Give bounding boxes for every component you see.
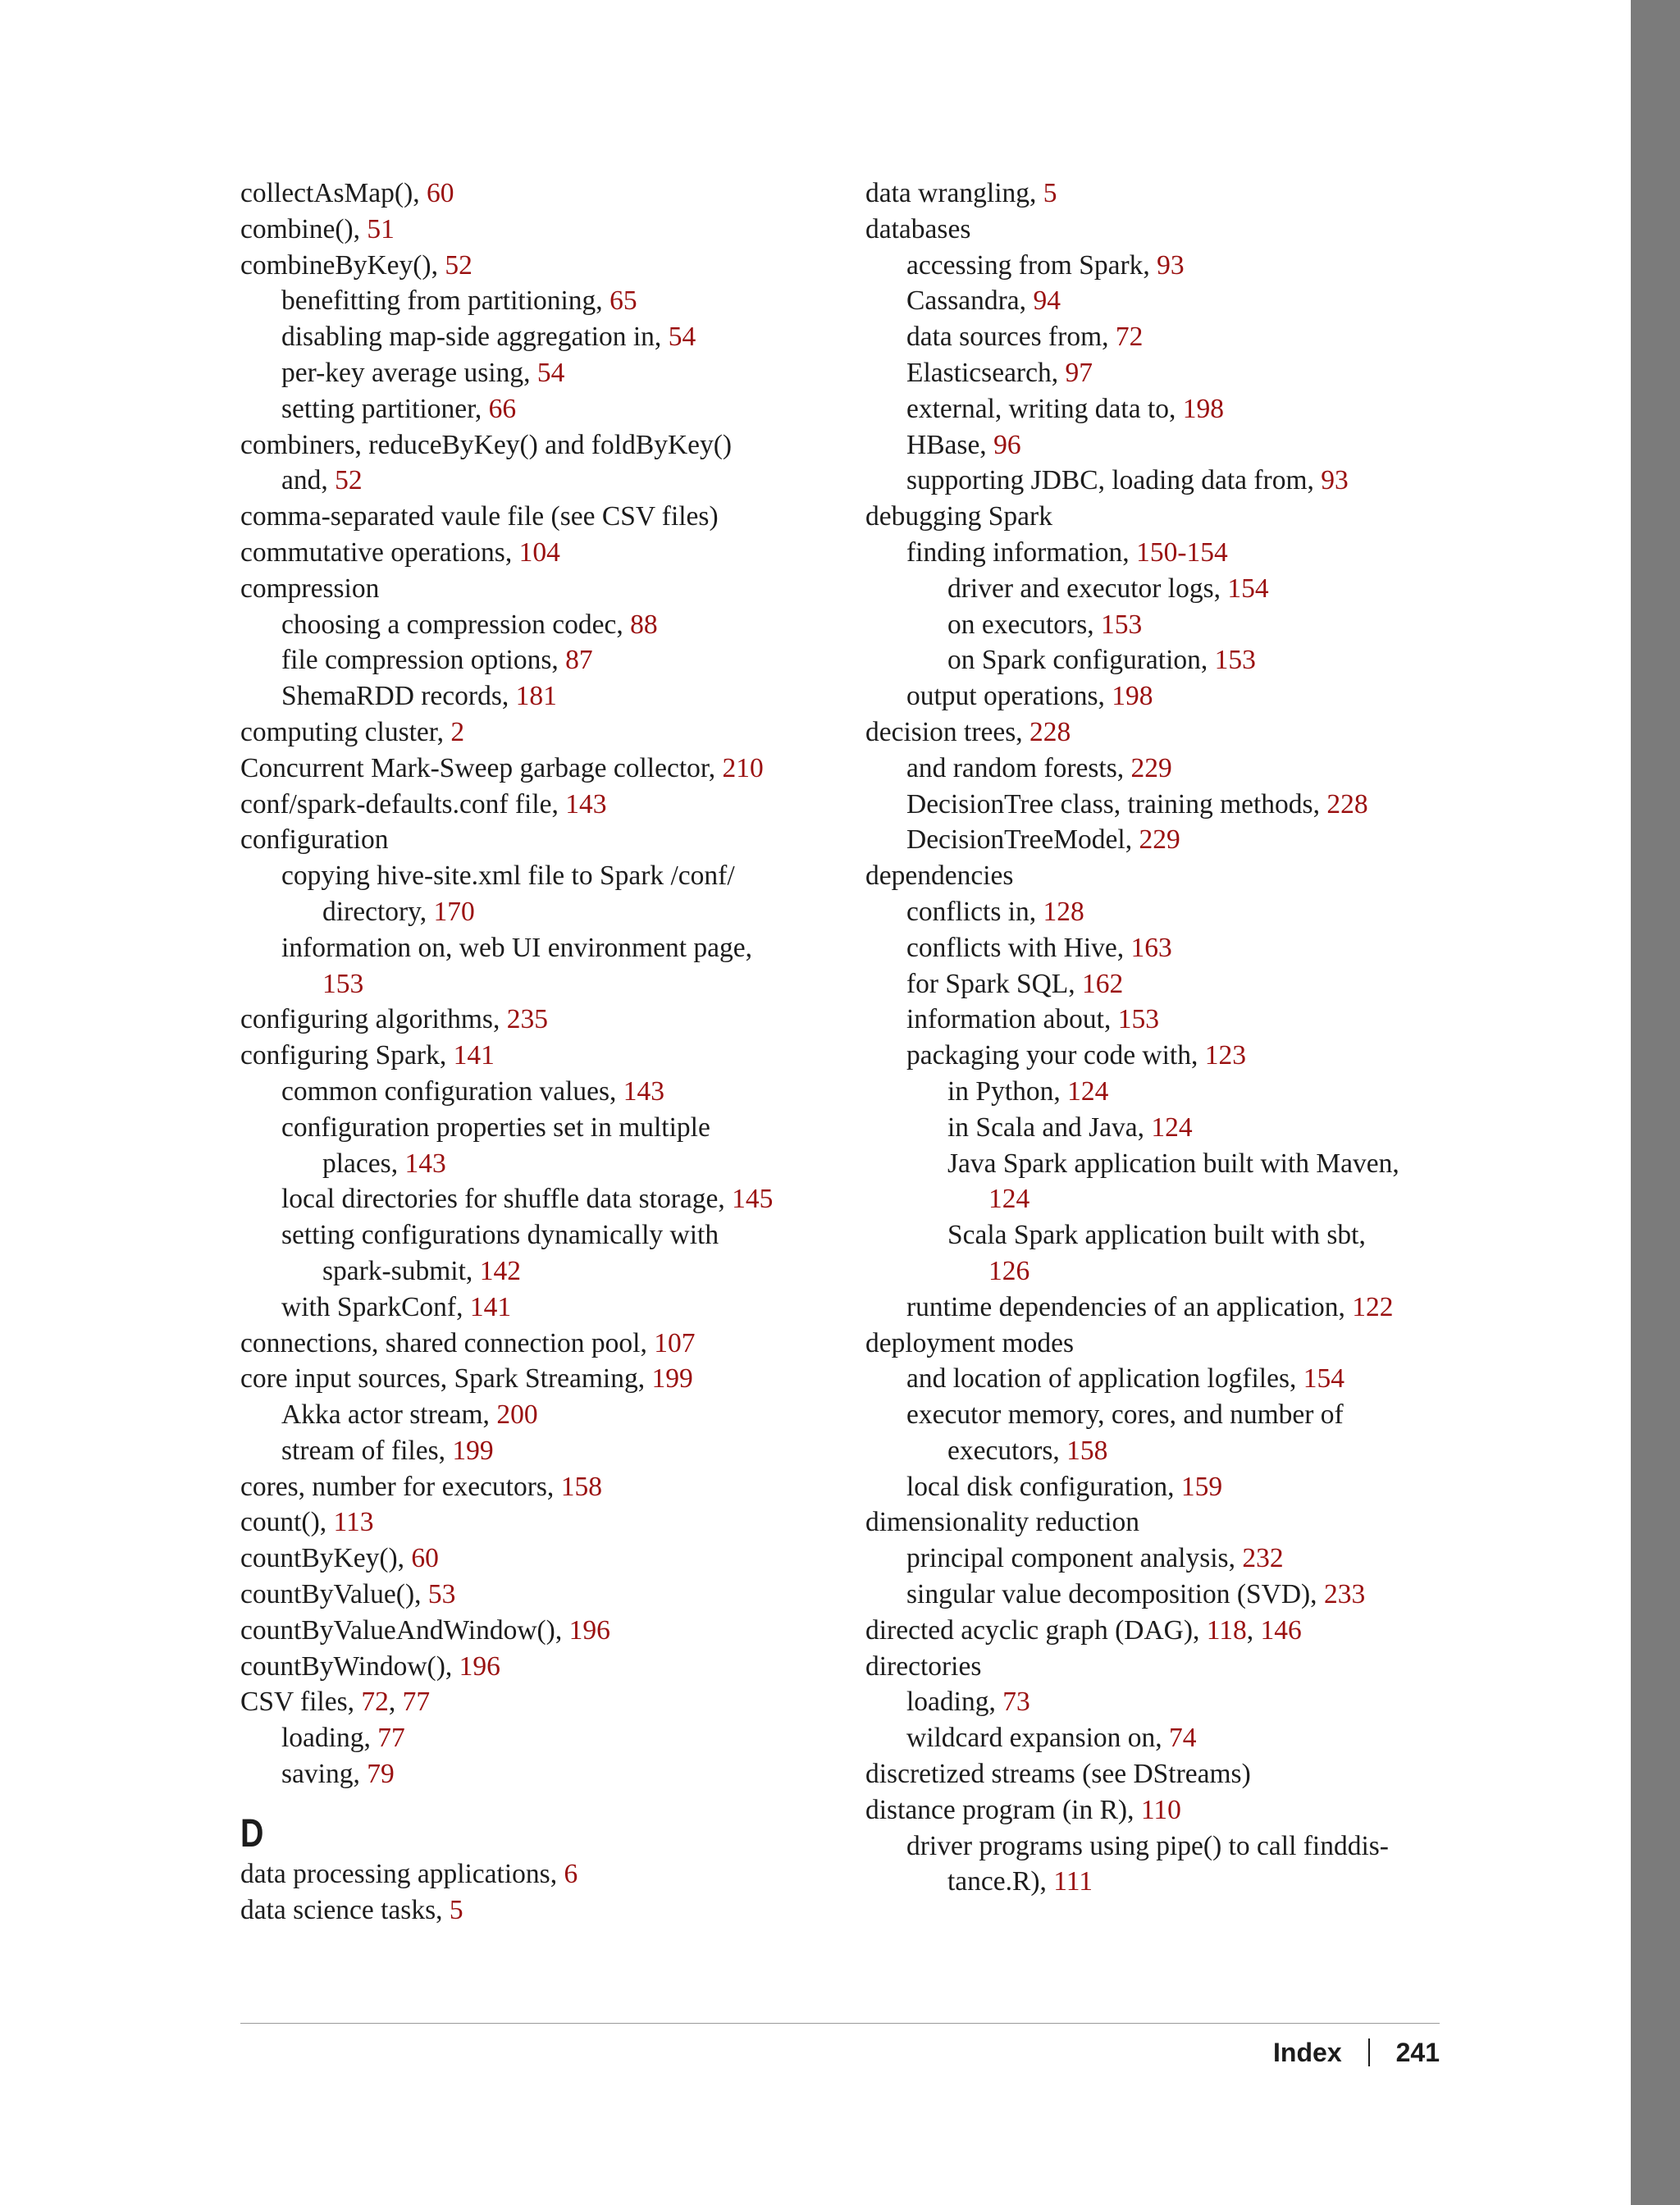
- index-entry: [240, 535, 831, 571]
- index-entry: [240, 355, 831, 391]
- index-term: loading,: [906, 1687, 1003, 1718]
- index-term: places,: [322, 1148, 405, 1179]
- index-entry: [240, 1361, 831, 1397]
- index-term: DecisionTree class, training methods,: [906, 788, 1327, 819]
- index-entry: [240, 1146, 831, 1182]
- index-term: countByValueAndWindow(),: [240, 1614, 569, 1646]
- index-entry: [240, 642, 831, 678]
- page-reference-link[interactable]: 124: [988, 1184, 1030, 1215]
- index-term: conflicts with Hive,: [906, 932, 1131, 963]
- index-term: countByWindow(),: [240, 1650, 459, 1682]
- index-term: disabling map-side aggregation in,: [281, 322, 669, 353]
- index-entry: [865, 1792, 1456, 1828]
- index-entry: [865, 427, 1456, 463]
- index-term: principal component analysis,: [906, 1543, 1243, 1574]
- index-entry: [865, 1002, 1456, 1038]
- index-entry: [865, 391, 1456, 427]
- index-term: spark-submit,: [322, 1255, 480, 1286]
- index-term: directory,: [322, 896, 434, 927]
- index-term: computing cluster,: [240, 716, 451, 747]
- index-term: deployment modes: [865, 1327, 1074, 1358]
- page-reference-link[interactable]: 233: [1323, 1579, 1366, 1610]
- page-reference-link[interactable]: 200: [496, 1399, 538, 1431]
- footer-separator: [1368, 2038, 1370, 2066]
- index-term: decision trees,: [865, 716, 1030, 747]
- index-entry: [865, 1504, 1456, 1541]
- index-entry: [865, 1253, 1456, 1290]
- index-term: accessing from Spark,: [906, 249, 1157, 281]
- page-reference-link[interactable]: 163: [1130, 932, 1172, 963]
- page-reference-link[interactable]: 104: [518, 536, 560, 568]
- page-separator: ,: [1246, 1614, 1261, 1646]
- page-reference-link[interactable]: 199: [452, 1435, 494, 1466]
- index-entry: [865, 176, 1456, 212]
- index-entry: [240, 499, 831, 535]
- index-entry: [865, 319, 1456, 355]
- index-term: configuring Spark,: [240, 1040, 454, 1071]
- index-term: data sources from,: [906, 322, 1116, 353]
- page-reference-link[interactable]: 79: [367, 1759, 395, 1790]
- index-entry: [865, 822, 1456, 858]
- index-entry: [240, 1892, 831, 1929]
- index-entry: [865, 535, 1456, 571]
- index-term: countByValue(),: [240, 1579, 428, 1610]
- index-term: directories: [865, 1650, 982, 1682]
- index-term: benefitting from partitioning,: [281, 285, 610, 317]
- index-entry: [240, 607, 831, 643]
- page-reference-link[interactable]: 53: [427, 1579, 456, 1610]
- page-reference-link[interactable]: 97: [1065, 357, 1093, 388]
- index-entry: [865, 1649, 1456, 1685]
- page-reference-link[interactable]: 198: [1112, 681, 1153, 712]
- index-term: data wrangling,: [865, 178, 1043, 208]
- page-reference-link[interactable]: 159: [1180, 1471, 1223, 1502]
- page-reference-link[interactable]: 51: [367, 213, 395, 244]
- section-letter-heading: D: [240, 1811, 264, 1856]
- index-entry: [240, 678, 831, 714]
- index-entry: [240, 1110, 831, 1146]
- page-reference-link[interactable]: 210: [722, 752, 764, 783]
- page-reference-link[interactable]: 141: [469, 1291, 512, 1322]
- index-term: Concurrent Mark-Sweep garbage collector,: [240, 752, 723, 783]
- index-entry: [240, 248, 831, 284]
- index-entry: [240, 176, 831, 212]
- index-entry: [240, 1433, 831, 1469]
- index-entry: [865, 751, 1456, 787]
- index-entry: [240, 1217, 831, 1253]
- index-entry: [240, 1038, 831, 1074]
- page-reference-link[interactable]: 74: [1169, 1723, 1197, 1754]
- page-reference-link[interactable]: 77: [377, 1723, 405, 1754]
- page-reference-link[interactable]: 181: [515, 681, 557, 712]
- index-entry: [865, 642, 1456, 678]
- page-reference-link[interactable]: 72: [1115, 322, 1144, 353]
- index-entry: [865, 1146, 1456, 1182]
- page-reference-link[interactable]: 6: [564, 1858, 578, 1889]
- index-term: combineByKey(),: [240, 249, 445, 281]
- page-reference-link[interactable]: 52: [445, 249, 472, 281]
- index-term: directed acyclic graph (DAG),: [865, 1614, 1207, 1646]
- index-term: commutative operations,: [240, 536, 519, 568]
- index-term: configuring algorithms,: [240, 1004, 507, 1035]
- index-entry: [865, 212, 1456, 248]
- index-entry: [240, 714, 831, 751]
- index-entry: [240, 930, 831, 966]
- index-entry: [865, 1326, 1456, 1362]
- index-entry: [240, 391, 831, 427]
- index-entries-c: [240, 176, 831, 1792]
- index-term: executor memory, cores, and number of: [906, 1399, 1344, 1431]
- page-reference-link[interactable]: 154: [1303, 1363, 1345, 1395]
- index-entry: [865, 1684, 1456, 1720]
- index-term: information on, web UI environment page,: [281, 932, 752, 963]
- page-reference-link[interactable]: 72: [361, 1687, 389, 1718]
- index-term: databases: [865, 213, 971, 244]
- index-entry: [240, 787, 831, 823]
- index-term: ShemaRDD records,: [281, 681, 516, 712]
- index-term: copying hive-site.xml file to Spark /conf/: [281, 861, 735, 892]
- page-reference-link[interactable]: 229: [1139, 824, 1180, 856]
- index-entry: [865, 1433, 1456, 1469]
- index-entry: [865, 499, 1456, 535]
- index-entry: [865, 607, 1456, 643]
- index-entry: [240, 894, 831, 930]
- page-reference-link[interactable]: 141: [453, 1040, 495, 1071]
- index-entry: [865, 1038, 1456, 1074]
- page-reference-link[interactable]: 153: [1117, 1004, 1159, 1035]
- index-entry: [865, 1074, 1456, 1110]
- page-reference-link[interactable]: 162: [1082, 968, 1124, 999]
- index-term: Cassandra,: [906, 285, 1034, 317]
- index-entry: [865, 1397, 1456, 1433]
- index-entry: [240, 463, 831, 499]
- index-term: and location of application logfiles,: [906, 1363, 1303, 1395]
- page-reference-link[interactable]: 60: [411, 1543, 439, 1574]
- index-term: data processing applications,: [240, 1858, 564, 1889]
- index-entry: [240, 319, 831, 355]
- index-entry: [865, 894, 1456, 930]
- index-term: data science tasks,: [240, 1894, 450, 1925]
- index-entry: [240, 1074, 831, 1110]
- page-reference-link[interactable]: 153: [1214, 645, 1256, 676]
- index-entry: [240, 1541, 831, 1577]
- page-reference-link[interactable]: 54: [668, 322, 696, 353]
- index-term: conf/spark-defaults.conf file,: [240, 788, 566, 819]
- index-term: local directories for shuffle data storage,: [281, 1184, 733, 1215]
- index-term: singular value decomposition (SVD),: [906, 1579, 1324, 1610]
- page-reference-link[interactable]: 77: [402, 1687, 431, 1718]
- page-reference-link[interactable]: 128: [1043, 896, 1084, 927]
- index-term: with SparkConf,: [281, 1291, 470, 1322]
- index-term: CSV files,: [240, 1687, 362, 1718]
- footer-rule: [240, 2023, 1440, 2024]
- page-reference-link[interactable]: 228: [1029, 716, 1071, 747]
- page-footer: [1273, 2034, 1440, 2070]
- index-term: local disk configuration,: [906, 1471, 1181, 1502]
- page-reference-link[interactable]: 153: [322, 968, 364, 999]
- index-term: compression: [240, 573, 380, 604]
- index-entry: [865, 1541, 1456, 1577]
- index-entry: [240, 1756, 831, 1792]
- page-reference-link[interactable]: 113: [333, 1507, 374, 1538]
- index-term: wildcard expansion on,: [906, 1723, 1170, 1754]
- index-term: stream of files,: [281, 1435, 453, 1466]
- index-term: Scala Spark application built with sbt,: [947, 1220, 1366, 1251]
- page-reference-link[interactable]: 93: [1157, 249, 1185, 281]
- page-reference-link[interactable]: 158: [1066, 1435, 1108, 1466]
- index-term: discretized streams (see DStreams): [865, 1759, 1251, 1790]
- index-column-left: [240, 176, 831, 1928]
- index-term: debugging Spark: [865, 501, 1052, 532]
- index-entry: [240, 822, 831, 858]
- index-term: on executors,: [947, 609, 1101, 640]
- index-term: loading,: [281, 1723, 378, 1754]
- index-entry: [240, 1613, 831, 1649]
- page-reference-link[interactable]: 229: [1130, 752, 1172, 783]
- page-reference-link[interactable]: 73: [1002, 1687, 1030, 1718]
- index-term: dependencies: [865, 861, 1014, 892]
- page-reference-link[interactable]: 124: [1067, 1075, 1109, 1107]
- index-term: setting configurations dynamically with: [281, 1220, 719, 1251]
- index-entry: [865, 1217, 1456, 1253]
- index-term: in Python,: [947, 1075, 1068, 1107]
- page-reference-link[interactable]: 126: [988, 1255, 1030, 1286]
- index-column-right: [865, 176, 1456, 1900]
- index-entry: [865, 463, 1456, 499]
- index-entry: [240, 1290, 831, 1326]
- page-reference-link[interactable]: 111: [1053, 1866, 1093, 1897]
- page-reference-link[interactable]: 235: [506, 1004, 548, 1035]
- page-reference-link[interactable]: 143: [404, 1148, 446, 1179]
- index-term: on Spark configuration,: [947, 645, 1215, 676]
- index-term: supporting JDBC, loading data from,: [906, 465, 1322, 496]
- page-reference-link[interactable]: 150-154: [1136, 536, 1228, 568]
- page-reference-link[interactable]: 60: [426, 178, 454, 208]
- page-reference-link[interactable]: 5: [449, 1894, 463, 1925]
- page-reference-link[interactable]: 154: [1227, 573, 1269, 604]
- index-term: DecisionTreeModel,: [906, 824, 1139, 856]
- index-entry: [240, 1720, 831, 1756]
- index-term: distance program (in R),: [865, 1794, 1141, 1825]
- index-term: collectAsMap(),: [240, 178, 427, 208]
- index-entry: [865, 1756, 1456, 1792]
- index-entry: [240, 212, 831, 248]
- page-reference-link[interactable]: 93: [1321, 465, 1349, 496]
- index-term: Java Spark application built with Maven,: [947, 1148, 1399, 1179]
- page-reference-link[interactable]: 153: [1100, 609, 1143, 640]
- page-reference-link[interactable]: 122: [1352, 1291, 1394, 1322]
- index-term: combiners, reduceByKey() and foldByKey(): [240, 429, 733, 460]
- index-term: per-key average using,: [281, 357, 537, 388]
- index-term: tance.R),: [947, 1866, 1054, 1897]
- page-reference-link[interactable]: 142: [479, 1255, 521, 1286]
- page-reference-link[interactable]: 52: [335, 465, 363, 496]
- index-entry: [865, 966, 1456, 1002]
- page-reference-link[interactable]: 124: [1151, 1112, 1193, 1143]
- index-term: configuration properties set in multiple: [281, 1112, 710, 1143]
- index-entries-d: [240, 1856, 831, 1929]
- index-term: conflicts in,: [906, 896, 1043, 927]
- index-entry: [865, 1110, 1456, 1146]
- index-term: cores, number for executors,: [240, 1471, 561, 1502]
- page-reference-link[interactable]: 198: [1182, 393, 1225, 424]
- page-reference-link[interactable]: 5: [1043, 178, 1057, 208]
- page-reference-link[interactable]: 107: [654, 1327, 696, 1358]
- index-entry: [865, 1181, 1456, 1217]
- index-term: common configuration values,: [281, 1075, 623, 1107]
- page-reference-link[interactable]: 143: [565, 788, 607, 819]
- page-reference-link[interactable]: 143: [623, 1075, 665, 1107]
- index-entry: [865, 1720, 1456, 1756]
- index-entry: [865, 283, 1456, 319]
- index-entry: [240, 1253, 831, 1290]
- index-term: connections, shared connection pool,: [240, 1327, 655, 1358]
- index-entry: [240, 1649, 831, 1685]
- index-term: HBase,: [906, 429, 994, 460]
- index-entry: [240, 1326, 831, 1362]
- page-reference-link[interactable]: 196: [568, 1614, 610, 1646]
- index-term: saving,: [281, 1759, 368, 1790]
- index-entry: [865, 787, 1456, 823]
- page-reference-link[interactable]: 145: [732, 1184, 774, 1215]
- index-entry: [240, 858, 831, 894]
- page-reference-link[interactable]: 118: [1206, 1614, 1247, 1646]
- page-reference-link[interactable]: 94: [1033, 285, 1061, 317]
- index-entry: [865, 1361, 1456, 1397]
- index-entry: [240, 1504, 831, 1541]
- footer-section-label: Index: [1273, 2038, 1342, 2067]
- index-term: runtime dependencies of an application,: [906, 1291, 1353, 1322]
- index-term: driver and executor logs,: [947, 573, 1228, 604]
- index-term: external, writing data to,: [906, 393, 1183, 424]
- page-separator: ,: [388, 1687, 403, 1718]
- index-entry: [240, 966, 831, 1002]
- page-reference-link[interactable]: 54: [536, 357, 565, 388]
- index-entry: [865, 678, 1456, 714]
- index-term: countByKey(),: [240, 1543, 412, 1574]
- page-reference-link[interactable]: 170: [433, 896, 475, 927]
- index-term: comma-separated vaule file (see CSV files): [240, 501, 719, 532]
- index-entry: [865, 248, 1456, 284]
- index-entries-d-continued: [865, 176, 1456, 1900]
- index-entry: [240, 751, 831, 787]
- index-term: information about,: [906, 1004, 1118, 1035]
- index-term: for Spark SQL,: [906, 968, 1083, 999]
- page-reference-link[interactable]: 65: [609, 285, 637, 317]
- index-entry: [865, 1577, 1456, 1613]
- page-reference-link[interactable]: 199: [651, 1363, 693, 1395]
- index-term: finding information,: [906, 536, 1137, 568]
- index-term: driver programs using pipe() to call finddis-: [906, 1830, 1389, 1861]
- index-term: core input sources, Spark Streaming,: [240, 1363, 652, 1395]
- index-entry: [240, 1577, 831, 1613]
- page-reference-link[interactable]: 66: [488, 393, 517, 424]
- page-reference-link[interactable]: 123: [1204, 1040, 1246, 1071]
- page-reference-link[interactable]: 146: [1260, 1614, 1302, 1646]
- index-entry: [865, 1828, 1456, 1865]
- index-entry: [865, 930, 1456, 966]
- index-term: executors,: [947, 1435, 1067, 1466]
- page-reference-link[interactable]: 158: [560, 1471, 602, 1502]
- index-entry: [865, 858, 1456, 894]
- page-reference-link[interactable]: 110: [1140, 1794, 1181, 1825]
- index-entry: [240, 283, 831, 319]
- index-term: Elasticsearch,: [906, 357, 1066, 388]
- index-term: setting partitioner,: [281, 393, 489, 424]
- page-reference-link[interactable]: 2: [450, 716, 465, 747]
- index-term: Akka actor stream,: [281, 1399, 497, 1431]
- index-entry: [240, 1469, 831, 1505]
- index-term: output operations,: [906, 681, 1112, 712]
- index-term: file compression options,: [281, 645, 566, 676]
- index-term: count(),: [240, 1507, 334, 1538]
- index-entry: [240, 571, 831, 607]
- index-term: configuration: [240, 824, 389, 856]
- page-reference-link[interactable]: 228: [1326, 788, 1368, 819]
- page-reference-link[interactable]: 232: [1242, 1543, 1284, 1574]
- index-entry: [865, 571, 1456, 607]
- index-entry: [240, 1856, 831, 1892]
- index-entry: [865, 1469, 1456, 1505]
- index-term: dimensionality reduction: [865, 1507, 1140, 1538]
- page-reference-link[interactable]: 88: [630, 609, 658, 640]
- index-entry: [865, 355, 1456, 391]
- index-entry: [865, 714, 1456, 751]
- index-entry: [240, 1181, 831, 1217]
- page-number: 241: [1395, 2038, 1440, 2067]
- index-term: combine(),: [240, 213, 368, 244]
- index-entry: [865, 1864, 1456, 1900]
- page-reference-link[interactable]: 196: [459, 1650, 500, 1682]
- index-term: and random forests,: [906, 752, 1131, 783]
- index-term: choosing a compression codec,: [281, 609, 631, 640]
- index-entry: [240, 1684, 831, 1720]
- index-term: and,: [281, 465, 336, 496]
- index-term: in Scala and Java,: [947, 1112, 1152, 1143]
- index-term: packaging your code with,: [906, 1040, 1205, 1071]
- page-edge-shadow: [1631, 0, 1680, 2205]
- index-entry: [240, 427, 831, 463]
- index-entry: [240, 1002, 831, 1038]
- index-entry: [865, 1613, 1456, 1649]
- index-entry: [865, 1290, 1456, 1326]
- page-reference-link[interactable]: 96: [993, 429, 1021, 460]
- page-reference-link[interactable]: 87: [565, 645, 593, 676]
- index-entry: [240, 1397, 831, 1433]
